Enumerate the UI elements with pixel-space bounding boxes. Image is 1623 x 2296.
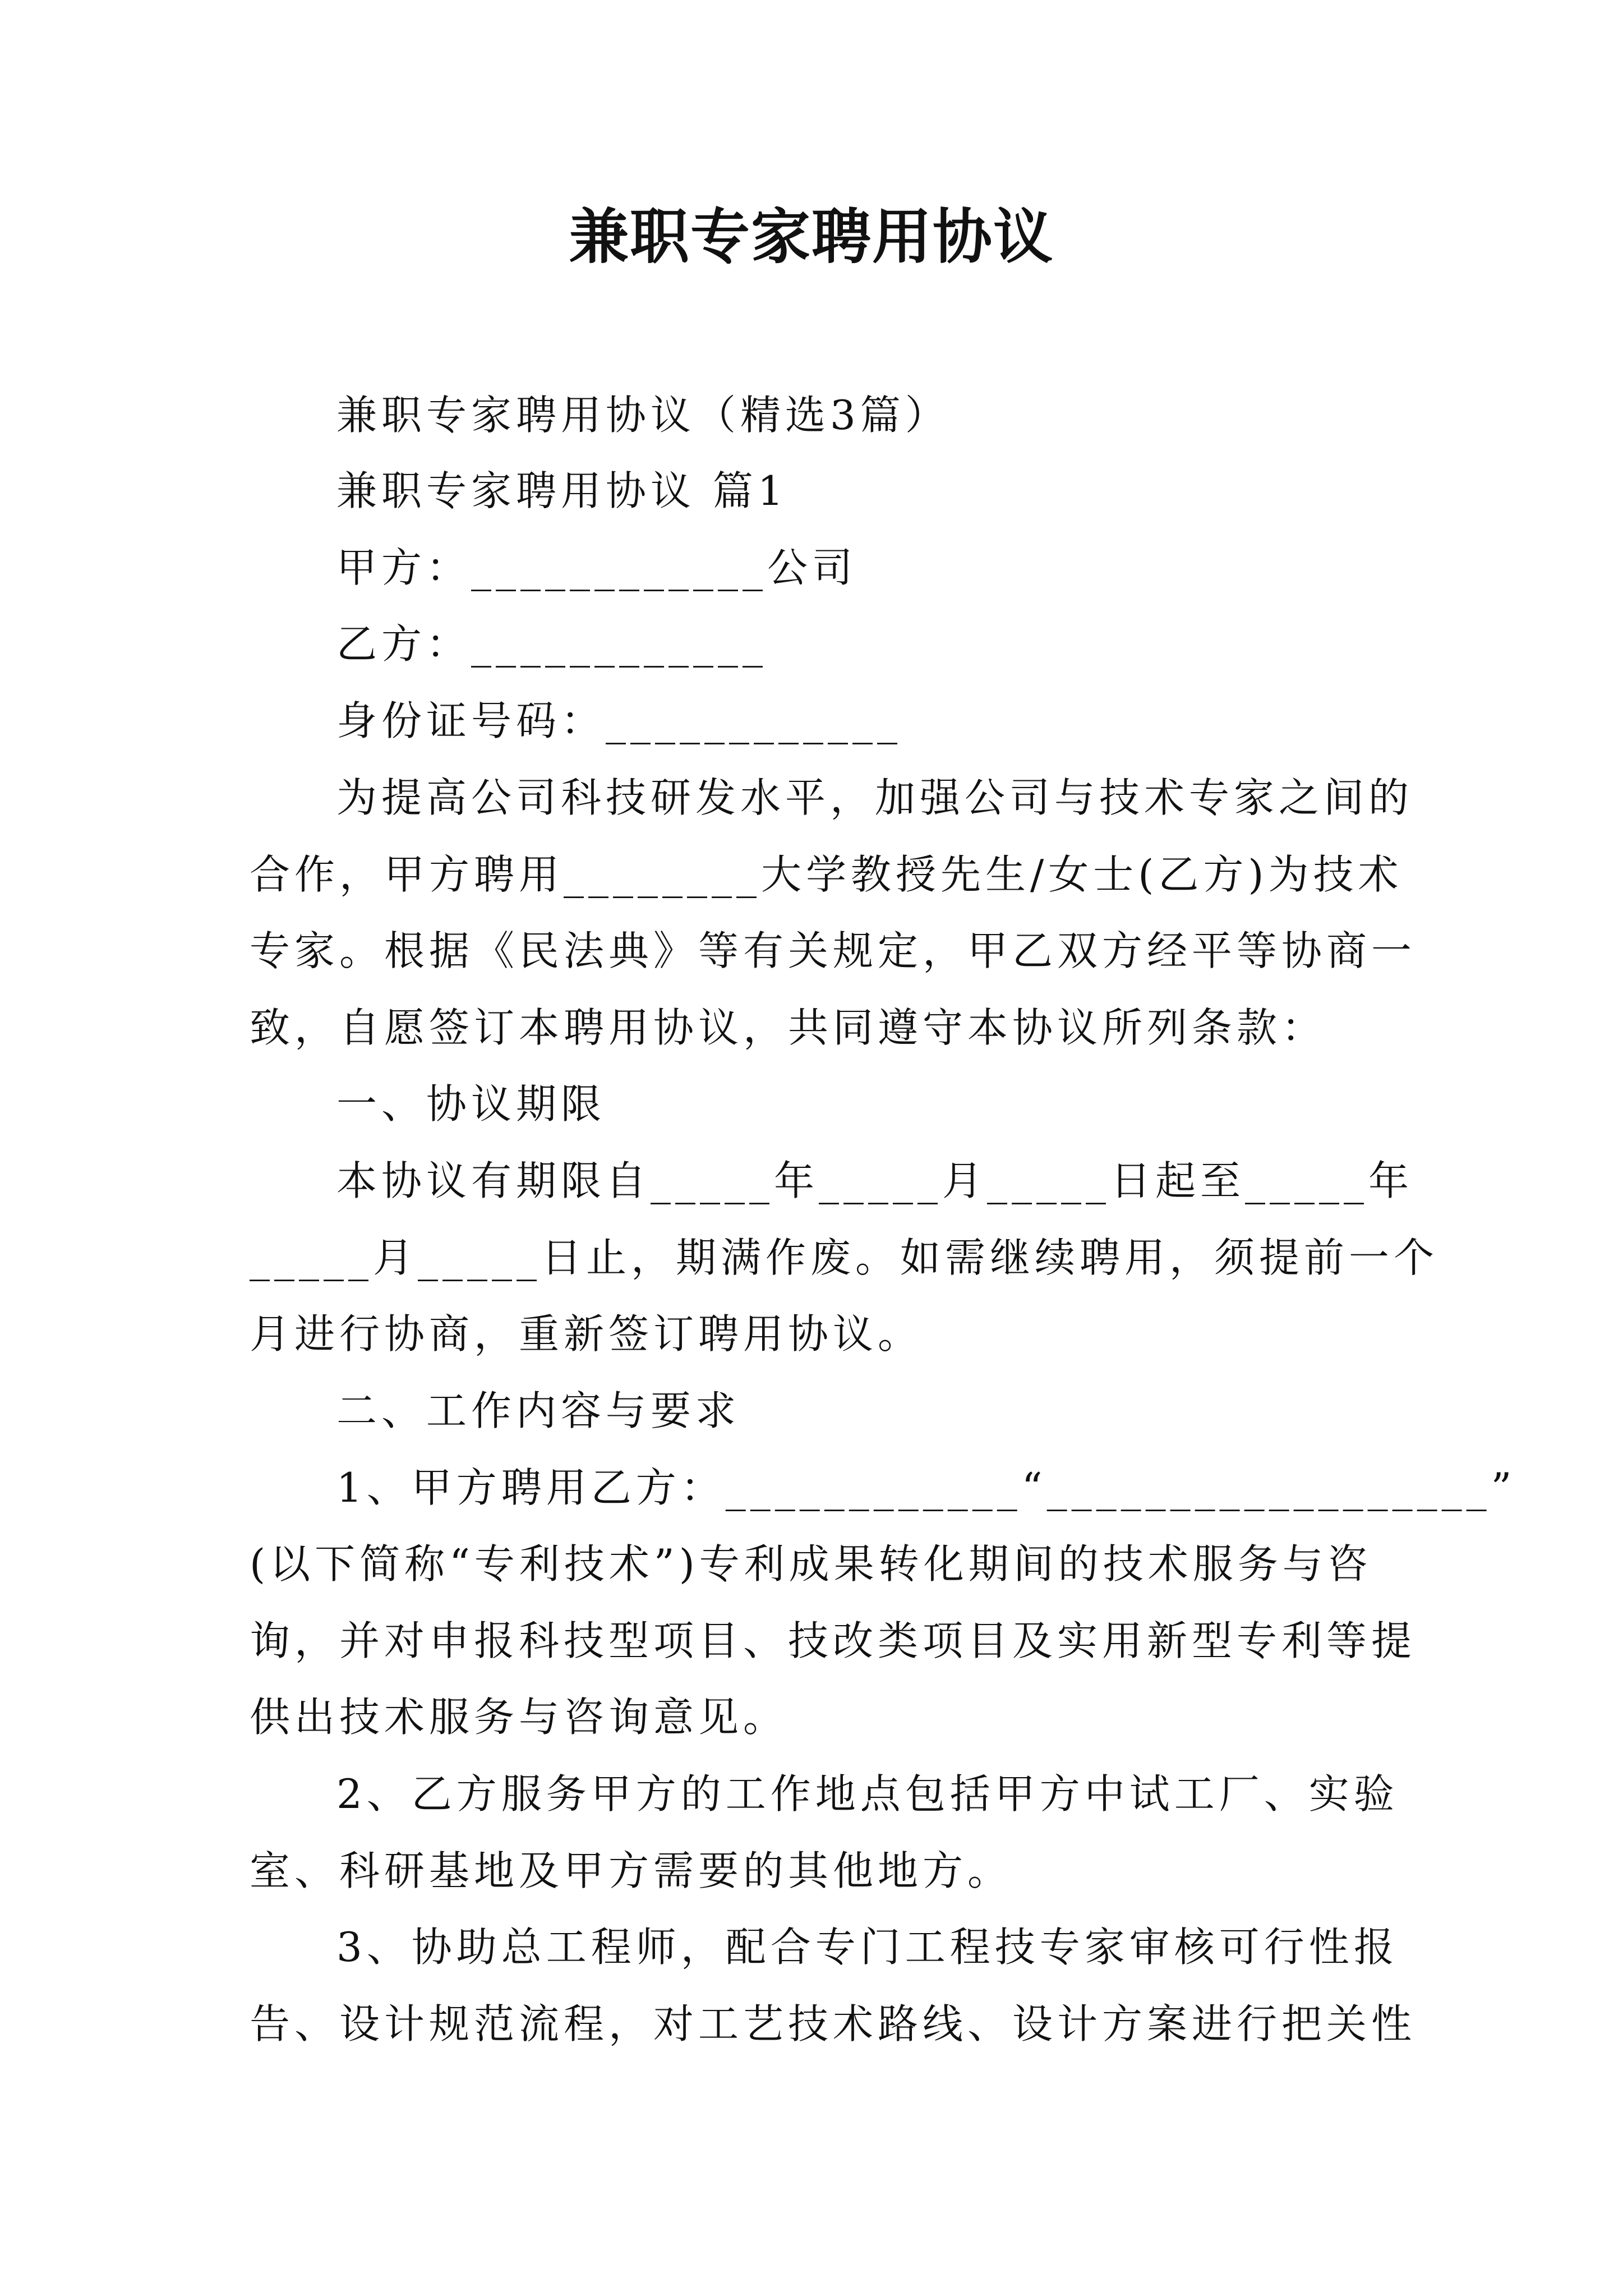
text-line-subtitle: 兼职专家聘用协议（精选3篇） — [336, 392, 950, 439]
text-line-paragraph: 专家。根据《民法典》等有关规定，甲乙双方经平等协商一 — [250, 927, 1417, 974]
text-line-paragraph: 本协议有期限自_____年_____月_____日起至_____年 — [336, 1157, 1414, 1204]
text-line-paragraph: 3、协助总工程师，配合专门工程技专家审核可行性报 — [336, 1924, 1399, 1971]
text-line-paragraph: 月进行协商，重新签订聘用协议。 — [250, 1310, 923, 1358]
text-line-paragraph: 合作，甲方聘用________大学教授先生/女士(乙方)为技术 — [250, 851, 1403, 898]
text-line-paragraph: 询，并对申报科技型项目、技改类项目及实用新型专利等提 — [250, 1617, 1417, 1664]
text-line-paragraph: 供出技术服务与咨询意见。 — [250, 1694, 789, 1741]
text-line-party-b: 乙方：____________ — [336, 620, 768, 668]
text-line-paragraph: 致，自愿签订本聘用协议，共同遵守本协议所列条款： — [250, 1004, 1327, 1051]
document-title: 兼职专家聘用协议 — [569, 201, 1054, 272]
text-line-id-number: 身份证号码：____________ — [336, 697, 902, 744]
text-line-paragraph: 告、设计规范流程，对工艺技术路线、设计方案进行把关性 — [250, 2000, 1417, 2047]
text-line-paragraph: 室、科研基地及甲方需要的其他地方。 — [250, 1847, 1013, 1894]
text-line-party-a: 甲方：____________公司 — [336, 544, 857, 591]
text-line-section-heading: 兼职专家聘用协议 篇1 — [336, 467, 788, 514]
text-line-paragraph: (以下简称“专利技术”)专利成果转化期间的技术服务与咨 — [250, 1540, 1372, 1588]
text-line-paragraph: 1、甲方聘用乙方：____________“__________________” — [336, 1464, 1516, 1511]
text-line-paragraph: _____月_____日止，期满作废。如需继续聘用，须提前一个 — [250, 1234, 1439, 1281]
text-line-paragraph: 2、乙方服务甲方的工作地点包括甲方中试工厂、实验 — [336, 1770, 1399, 1818]
text-line-section-heading: 一、协议期限 — [336, 1080, 606, 1128]
text-line-section-heading: 二、工作内容与要求 — [336, 1387, 741, 1434]
text-line-paragraph: 为提高公司科技研发水平，加强公司与技术专家之间的 — [336, 774, 1414, 821]
